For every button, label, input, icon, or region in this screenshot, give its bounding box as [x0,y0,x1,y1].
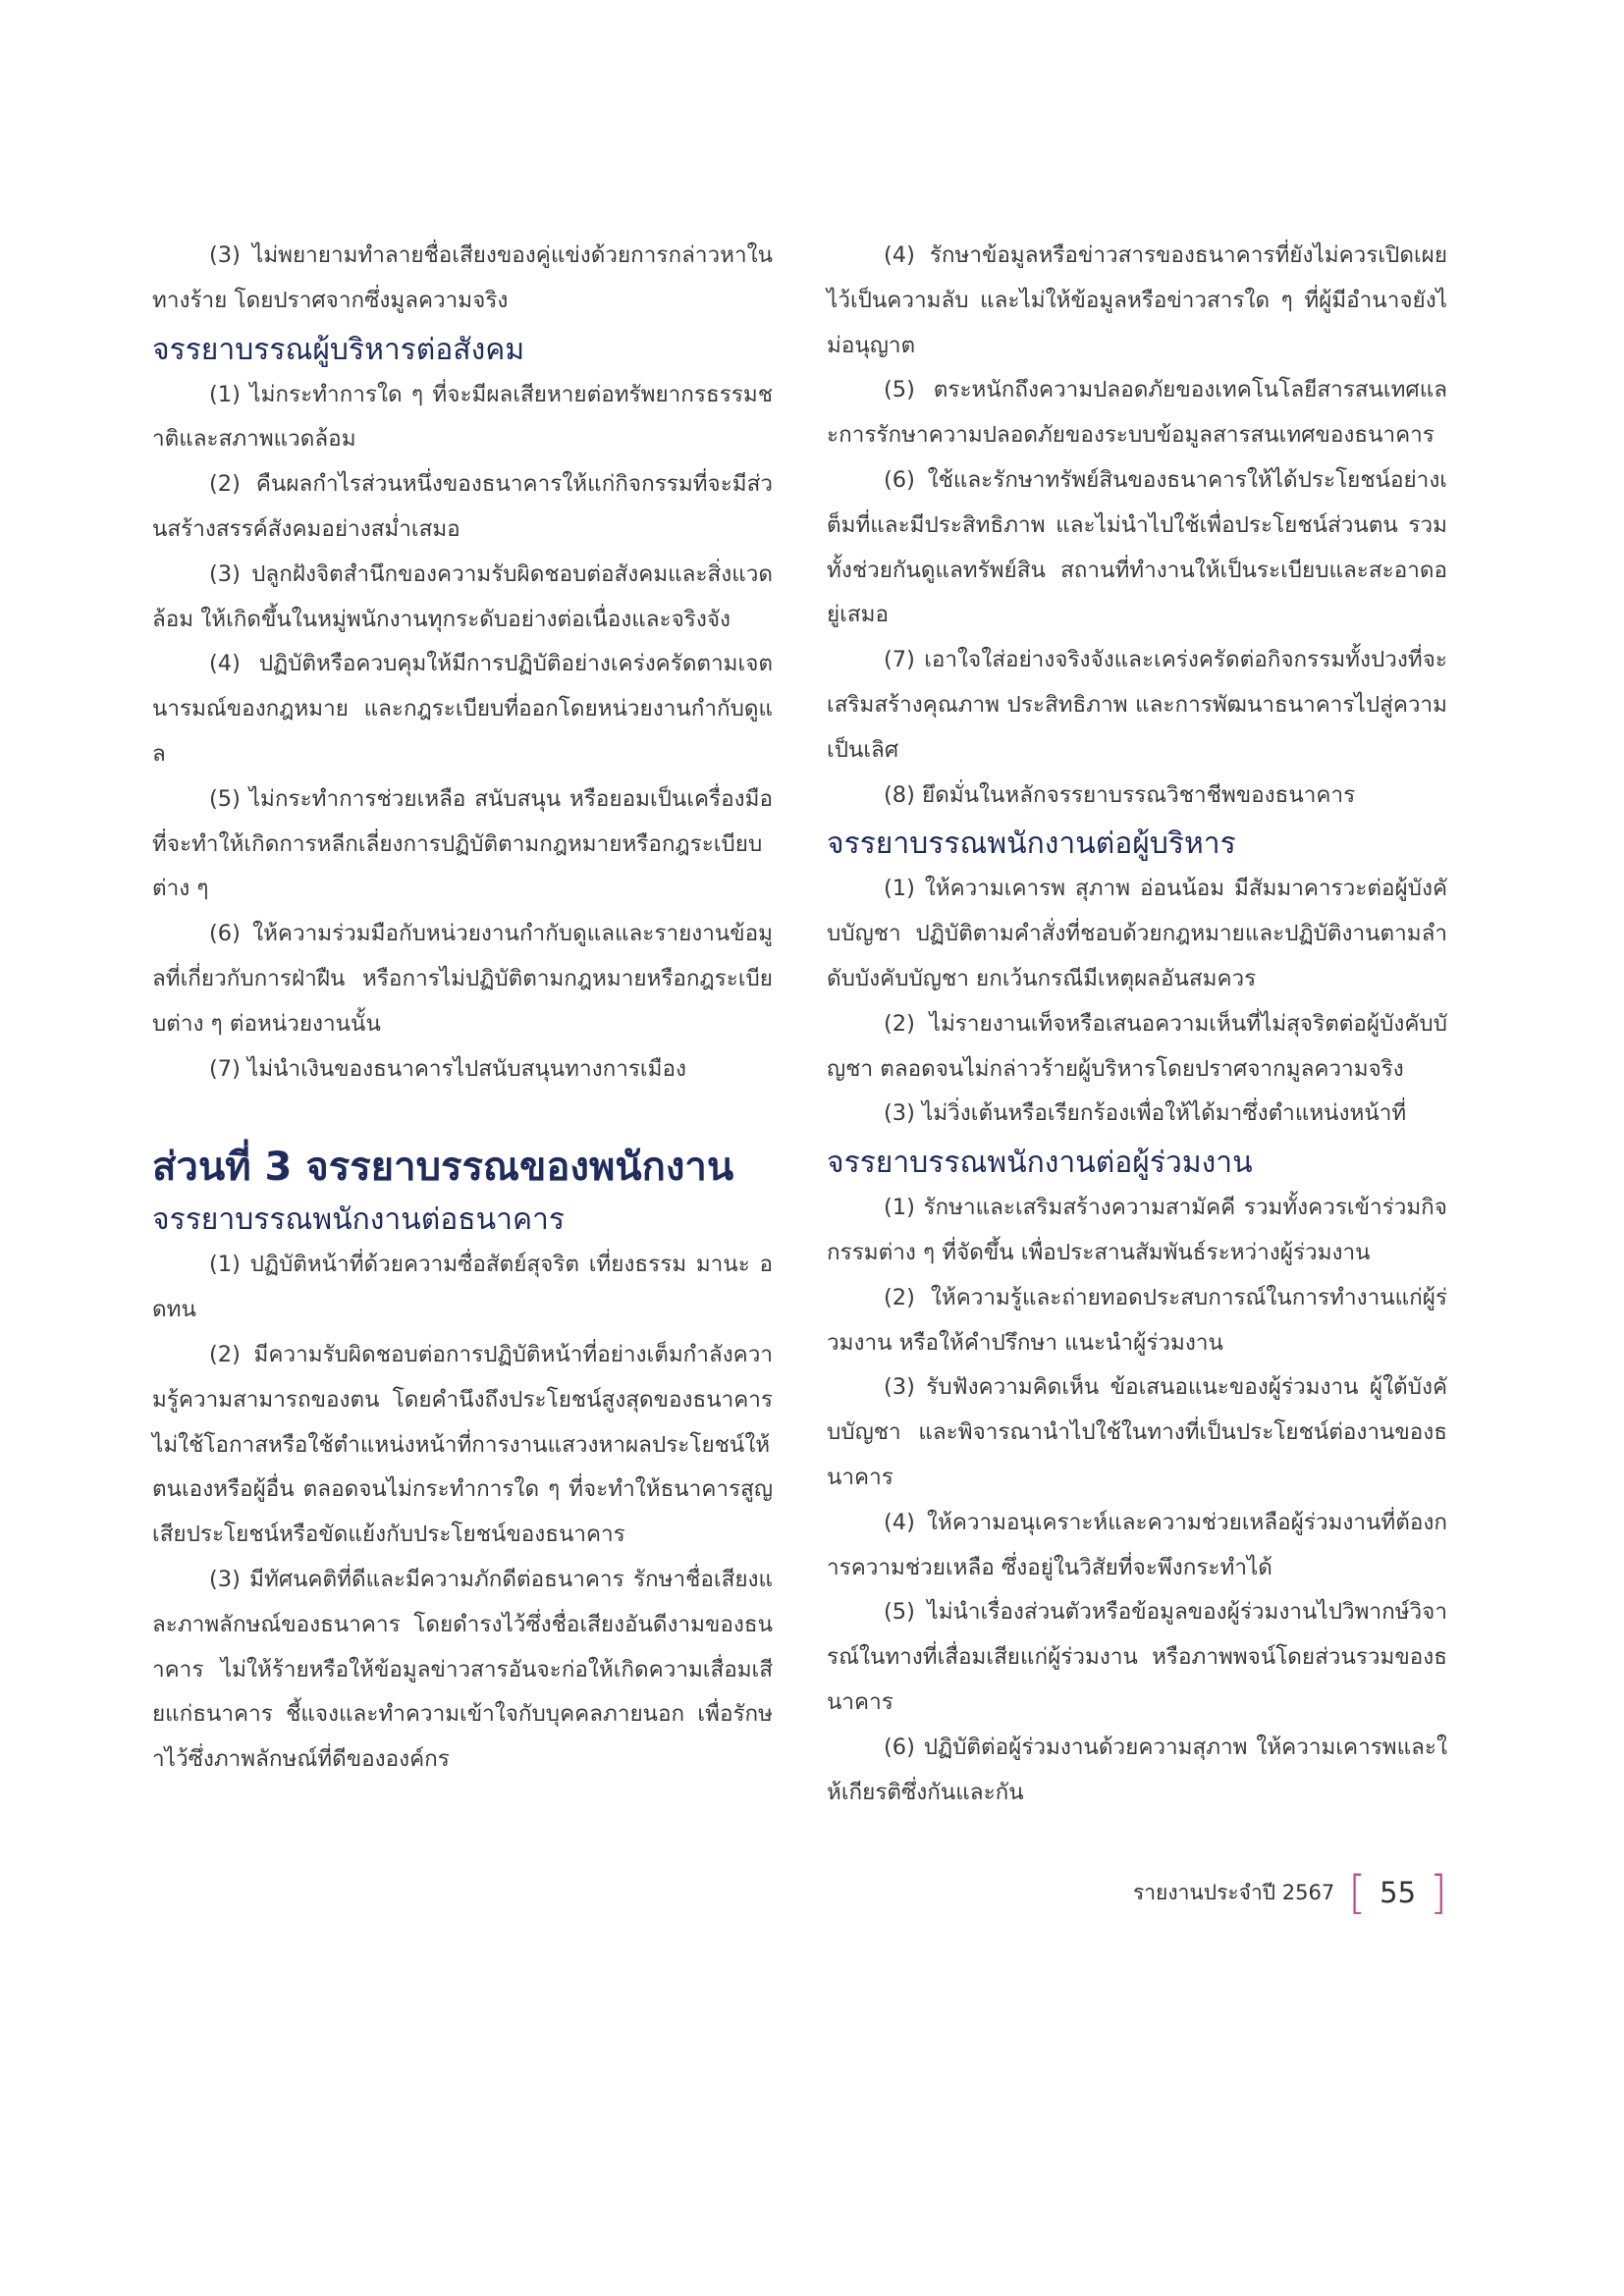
subheading-employee-executive: จรรยาบรรณพนักงานต่อผู้บริหาร [827,827,1236,862]
page-number: 55 [1380,1876,1417,1909]
bracket-close: ] [1430,1866,1447,1919]
left-column [152,234,773,1783]
paragraph: (2) คืนผลกำไรส่วนหนึ่งของธนาคารให้แก่กิจกรรมที่จะมีส่วนสร้างสรรค์สังคมอย่างสม่ำเสมอ [152,471,773,542]
paragraph: (8) ยึดมั่นในหลักจรรยาบรรณวิชาชีพของธนาคาร [884,781,1356,808]
paragraph: (3) รับฟังความคิดเห็น ข้อเสนอแนะของผู้ร่วมงาน ผู้ใต้บังคับบัญชา และพิจารณานำไปใช้ในทางที่เป็นประโยชน์ต่องานของธนาคาร [827,1374,1447,1490]
paragraph: (3) มีทัศนคติที่ดีและมีความภักดีต่อธนาคาร รักษาชื่อเสียงและภาพลักษณ์ของธนาคาร โดยดำรงไว้ซึ่งชื่อเสียงอันดีงามของธนาคาร ไม่ให้ร้ายหรือให้ข้อมูลข่าวสารอันจะก่อให้เกิดความเสื่อมเสียแก่ธนาคาร ชี้แจงและทำความเข้าใจกับบุคคลภายนอก เพื่อรักษาไว้ซึ่งภาพลักษณ์ที่ดีขององค์กร [152,1566,773,1773]
paragraph: (3) ไม่วิ่งเต้นหรือเรียกร้องเพื่อให้ได้มาซึ่งตำแหน่งหน้าที่ [884,1100,1407,1127]
paragraph: (1) ให้ความเคารพ สุภาพ อ่อนน้อม มีสัมมาคารวะต่อผู้บังคับบัญชา ปฏิบัติตามคำสั่งที่ชอบด้วยกฎหมายและปฏิบัติงานตามลำดับบังคับบัญชา ยกเว้นกรณีมีเหตุผลอันสมควร [827,876,1447,991]
paragraph: (3) ไม่พยายามทำลายชื่อเสียงของคู่แข่งด้วยการกล่าวหาในทางร้าย โดยปราศจากซึ่งมูลความจริง [152,242,773,313]
paragraph: (4) ปฏิบัติหรือควบคุมให้มีการปฏิบัติอย่างเคร่งครัดตามเจตนารมณ์ของกฎหมาย และกฎระเบียบที่ออกโดยหน่วยงานกำกับดูแล [152,651,773,767]
paragraph: (6) ปฏิบัติต่อผู้ร่วมงานด้วยความสุภาพ ให้ความเคารพและให้เกียรติซึ่งกันและกัน [827,1734,1447,1805]
paragraph: (6) ให้ความร่วมมือกับหน่วยงานกำกับดูแลและรายงานข้อมูลที่เกี่ยวกับการฝ่าฝืน หรือการไม่ปฏิบัติตามกฎหมายหรือกฎระเบียบต่าง ๆ ต่อหน่วยงานนั้น [152,921,773,1037]
paragraph: (5) ไม่นำเรื่องส่วนตัวหรือข้อมูลของผู้ร่วมงานไปวิพากษ์วิจารณ์ในทางที่เสื่อมเสียแก่ผู้ร่วมงาน หรือภาพพจน์โดยส่วนรวมของธนาคาร [827,1599,1447,1715]
bracket-open: [ [1348,1866,1367,1919]
paragraph: (2) ให้ความรู้และถ่ายทอดประสบการณ์ในการทำงานแก่ผู้ร่วมงาน หรือให้คำปรึกษา แนะนำผู้ร่วมงาน [827,1284,1447,1356]
paragraph: (2) ไม่รายงานเท็จหรือเสนอความเห็นที่ไม่สุจริตต่อผู้บังคับบัญชา ตลอดจนไม่กล่าวร้ายผู้บริหารโดยปราศจากมูลความจริง [827,1010,1447,1082]
paragraph: (7) เอาใจใส่อย่างจริงจังและเคร่งครัดต่อกิจกรรมทั้งปวงที่จะเสริมสร้างคุณภาพ ประสิทธิภาพ และการพัฒนาธนาคารไปสู่ความเป็นเลิศ [827,647,1447,763]
paragraph: (1) รักษาและเสริมสร้างความสามัคคี รวมทั้งควรเข้าร่วมกิจกรรมต่าง ๆ ที่จัดขึ้น เพื่อประสานสัมพันธ์ระหว่างผู้ร่วมงาน [827,1195,1447,1265]
paragraph: (7) ไม่นำเงินของธนาคารไปสนับสนุนทางการเมือง [209,1055,686,1082]
subheading-executive-society: จรรยาบรรณผู้บริหารต่อสังคม [152,332,525,367]
report-title: รายงานประจำปี 2567 [1132,1880,1335,1904]
paragraph: (4) รักษาข้อมูลหรือข่าวสารของธนาคารที่ยังไม่ควรเปิดเผยไว้เป็นความลับ และไม่ให้ข้อมูลหรือข่าวสารใด ๆ ที่ผู้มีอำนาจยังไม่อนุญาต [827,242,1447,358]
right-column [827,234,1447,1815]
paragraph: (2) มีความรับผิดชอบต่อการปฏิบัติหน้าที่อย่างเต็มกำลังความรู้ความสามารถของตน โดยคำนึงถึงประโยชน์สูงสุดของธนาคาร ไม่ใช้โอกาสหรือใช้ตำแหน่งหน้าที่การงานแสวงหาผลประโยชน์ให้ตนเองหรือผู้อื่น ตลอดจนไม่กระทำการใด ๆ ที่จะทำให้ธนาคารสูญเสียประโยชน์หรือขัดแย้งกับประโยชน์ของธนาคาร [152,1341,773,1548]
page-footer [1132,1866,1447,1919]
paragraph: (1) ไม่กระทำการใด ๆ ที่จะมีผลเสียหายต่อทรัพยากรธรรมชาติและสภาพแวดล้อม [152,381,773,453]
paragraph: (5) ตระหนักถึงความปลอดภัยของเทคโนโลยีสารสนเทศและการรักษาความปลอดภัยของระบบข้อมูลสารสนเทศของธนาคาร [827,377,1447,449]
subheading-employee-colleague: จรรยาบรรณพนักงานต่อผู้ร่วมงาน [827,1146,1253,1181]
subheading-employee-bank: จรรยาบรรณพนักงานต่อธนาคาร [152,1202,565,1238]
section-heading: ส่วนที่ 3 จรรยาบรรณของพนักงาน [152,1145,734,1191]
paragraph: (3) ปลูกฝังจิตสำนึกของความรับผิดชอบต่อสังคมและสิ่งแวดล้อม ให้เกิดขึ้นในหมู่พนักงานทุกระดับอย่างต่อเนื่องและจริงจัง [152,561,773,632]
paragraph: (4) ให้ความอนุเคราะห์และความช่วยเหลือผู้ร่วมงานที่ต้องการความช่วยเหลือ ซึ่งอยู่ในวิสัยที่จะพึงกระทำได้ [827,1509,1447,1580]
paragraph: (6) ใช้และรักษาทรัพย์สินของธนาคารให้ได้ประโยชน์อย่างเต็มที่และมีประสิทธิภาพ และไม่นำไปใช้เพื่อประโยชน์ส่วนตน รวมทั้งช่วยกันดูแลทรัพย์สิน สถานที่ทำงานให้เป็นระเบียบและสะอาดอยู่เสมอ [827,466,1447,628]
paragraph: (1) ปฏิบัติหน้าที่ด้วยความซื่อสัตย์สุจริต เที่ยงธรรม มานะ อดทน [152,1252,773,1323]
paragraph: (5) ไม่กระทำการช่วยเหลือ สนับสนุน หรือยอมเป็นเครื่องมือ ที่จะทำให้เกิดการหลีกเลี่ยงการปฏิบัติตามกฎหมายหรือกฎระเบียบต่าง ๆ [152,785,773,902]
